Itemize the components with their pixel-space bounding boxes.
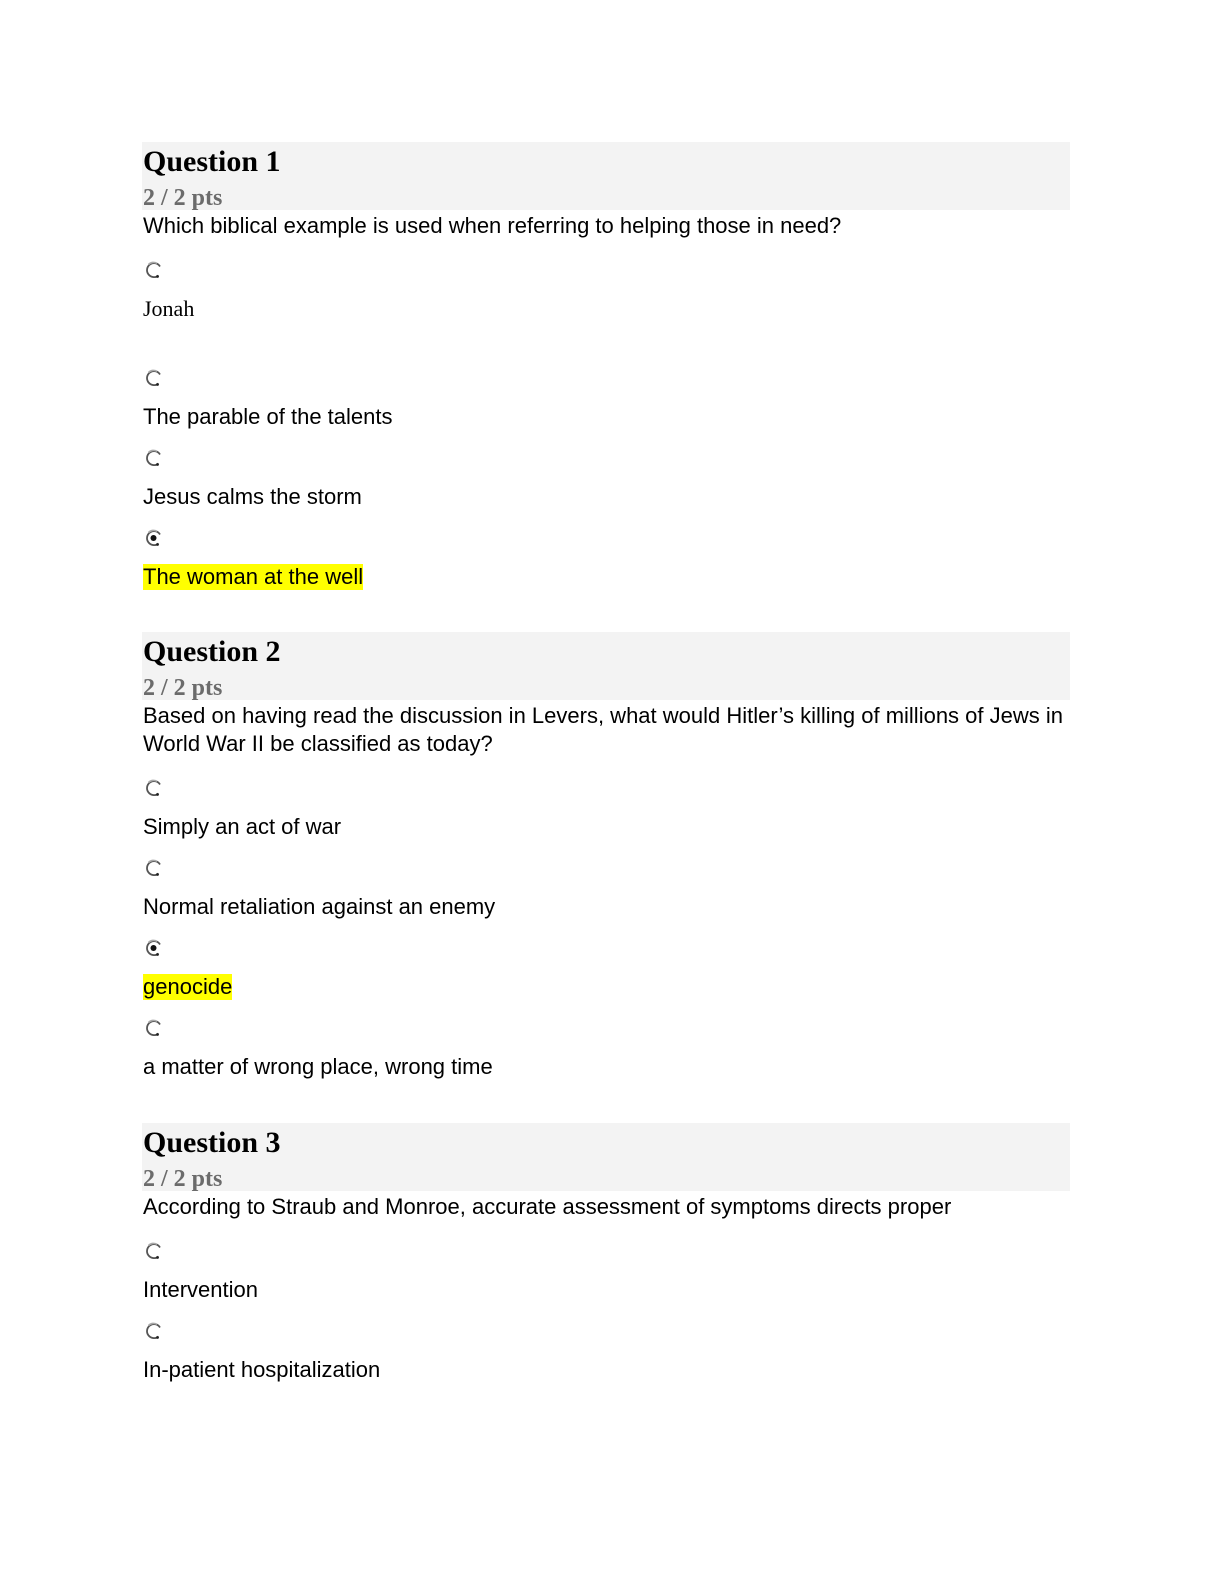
question-points: 2 / 2 pts [143,675,223,701]
option-label-highlighted: genocide [143,974,233,999]
question-text: Based on having read the discussion in Levers, what would Hitler’s killing of millions of Jews in World War II be classified as today? [143,703,1063,756]
radio-button[interactable] [144,1241,164,1261]
radio-button[interactable] [144,528,164,548]
option-label: In-patient hospitalization [143,1357,381,1382]
option-label: Intervention [143,1277,258,1302]
radio-button[interactable] [144,1018,164,1038]
radio-button[interactable] [144,368,164,388]
radio-button[interactable] [144,778,164,798]
option-label: Jesus calms the storm [143,484,362,509]
radio-button[interactable] [144,1321,164,1341]
question-header [142,632,1070,700]
option-label: Jonah [143,296,195,321]
radio-button[interactable] [144,448,164,468]
option-label: Normal retaliation against an enemy [143,894,496,919]
question-header [142,142,1070,210]
question-header [142,1123,1070,1191]
question-points: 2 / 2 pts [143,185,223,211]
option-label: Simply an act of war [143,814,342,839]
question-title: Question 2 [143,635,281,668]
radio-button[interactable] [144,260,164,280]
question-title: Question 1 [143,145,281,178]
question-text: According to Straub and Monroe, accurate assessment of symptoms directs proper [143,1194,952,1219]
option-label-highlighted: The woman at the well [143,564,364,589]
option-label: a matter of wrong place, wrong time [143,1054,493,1079]
question-points: 2 / 2 pts [143,1166,223,1192]
radio-button[interactable] [144,938,164,958]
question-text: Which biblical example is used when referring to helping those in need? [143,213,842,238]
question-title: Question 3 [143,1126,281,1159]
radio-button[interactable] [144,858,164,878]
option-label: The parable of the talents [143,404,393,429]
